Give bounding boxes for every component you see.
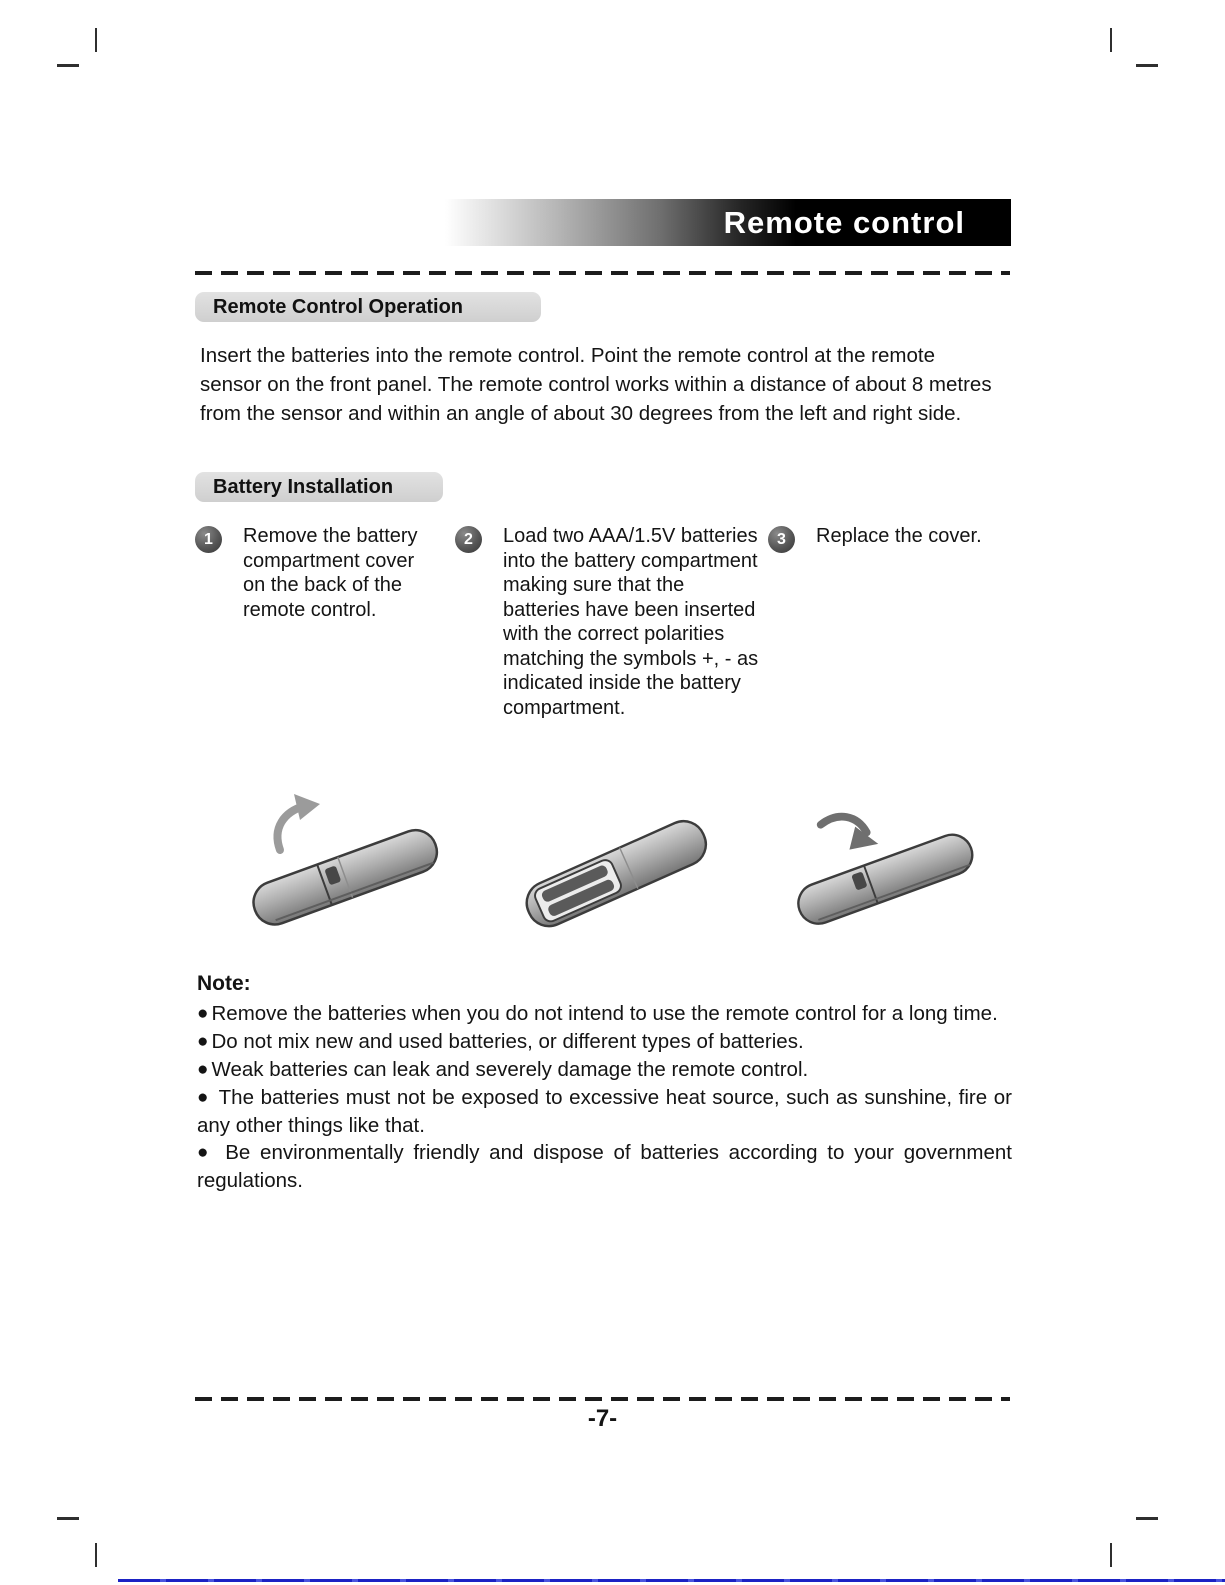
step-3 bbox=[768, 524, 1023, 549]
step-1 bbox=[195, 524, 440, 622]
step-number-badge: 3 bbox=[768, 526, 795, 553]
divider-top bbox=[195, 271, 1010, 275]
step-number-badge: 1 bbox=[195, 526, 222, 553]
bullet-icon: ● bbox=[197, 1059, 209, 1080]
note-item bbox=[197, 1028, 1012, 1056]
bullet-icon: ● bbox=[197, 1142, 213, 1163]
note-item-text: Do not mix new and used batteries, or different types of batteries. bbox=[211, 1030, 804, 1053]
header-banner bbox=[445, 199, 1011, 246]
note-item bbox=[197, 1084, 1012, 1139]
note-item bbox=[197, 1000, 1012, 1028]
crop-mark-top-left-horizontal bbox=[57, 64, 79, 67]
note-heading: Note: bbox=[197, 972, 251, 995]
page-title: Remote control bbox=[723, 204, 965, 240]
crop-mark-top-left-vertical bbox=[95, 28, 97, 52]
bullet-icon: ● bbox=[197, 1087, 210, 1108]
step-text: Load two AAA/1.5V batteries into the battery compartment making sure that the batteries have been inserted with the correct polarities matching the symbols +, - as indicated inside the battery compartment. bbox=[503, 525, 759, 719]
illustration-replace-cover bbox=[788, 792, 980, 940]
section-heading-label: Battery Installation bbox=[213, 475, 394, 498]
bullet-icon: ● bbox=[197, 1031, 209, 1052]
note-section bbox=[197, 972, 1012, 1194]
note-item-text: Be environmentally friendly and dispose of batteries according to your government regulations. bbox=[197, 1141, 1012, 1192]
illustration-remove-cover bbox=[242, 786, 447, 938]
note-item-text: The batteries must not be exposed to excessive heat source, such as sunshine, fire or any other things like that. bbox=[197, 1086, 1012, 1137]
crop-mark-bottom-right-vertical bbox=[1110, 1543, 1112, 1567]
step-2 bbox=[455, 524, 763, 720]
operation-paragraph: Insert the batteries into the remote control. Point the remote control at the remote sensor on the front panel. The remote control works within a distance of about 8 metres from the sensor and within an angle of about 30 degrees from the left and right side. bbox=[200, 344, 992, 425]
note-item bbox=[197, 1056, 1012, 1084]
note-item-text: Weak batteries can leak and severely damage the remote control. bbox=[211, 1058, 809, 1081]
crop-mark-top-right-vertical bbox=[1110, 28, 1112, 52]
page-number: -7- bbox=[587, 1405, 618, 1432]
bullet-icon: ● bbox=[197, 1003, 209, 1024]
divider-bottom bbox=[195, 1397, 1010, 1401]
step-number-badge: 2 bbox=[455, 526, 482, 553]
scan-artifact-line bbox=[118, 1579, 1225, 1582]
step-text: Remove the battery compartment cover on the back of the remote control. bbox=[243, 525, 418, 621]
crop-mark-top-right-horizontal bbox=[1136, 64, 1158, 67]
section-heading-remote-control-operation bbox=[195, 292, 541, 322]
crop-mark-bottom-right-horizontal bbox=[1136, 1517, 1158, 1520]
note-item-text: Remove the batteries when you do not intend to use the remote control for a long time. bbox=[211, 1002, 998, 1025]
section-heading-label: Remote Control Operation bbox=[213, 295, 464, 318]
section-heading-battery-installation bbox=[195, 472, 443, 502]
crop-mark-bottom-left-vertical bbox=[95, 1543, 97, 1567]
illustration-insert-batteries bbox=[518, 798, 713, 936]
step-text: Replace the cover. bbox=[816, 525, 982, 547]
note-item bbox=[197, 1139, 1012, 1194]
crop-mark-bottom-left-horizontal bbox=[57, 1517, 79, 1520]
